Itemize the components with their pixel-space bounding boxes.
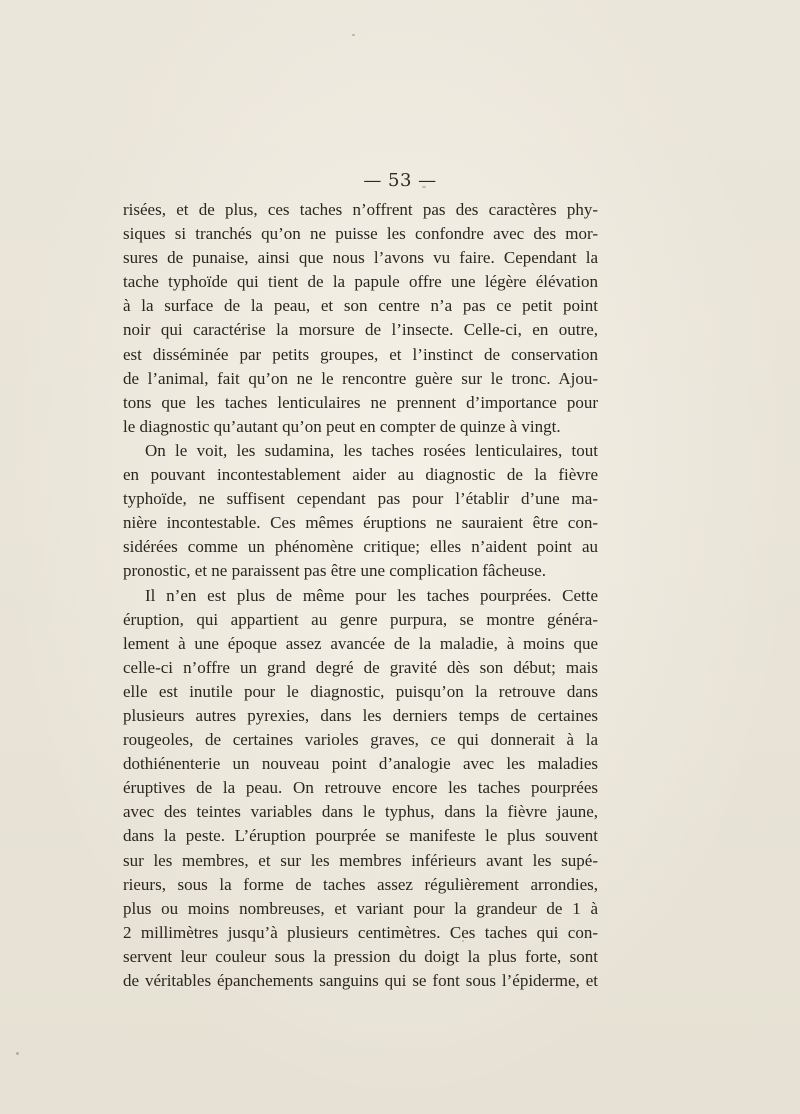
text-line: siques si tranchés qu’on ne puisse les confondre avec des mor- (123, 224, 598, 244)
text-line: éruption, qui appartient au genre purpura, se montre généra- (123, 609, 598, 629)
text-line: de véritables épanchements sanguins qui se font sous l’épiderme, et (123, 971, 598, 990)
text-line: nière incontestable. Ces mêmes éruptions ne sauraient être con- (123, 513, 598, 533)
text-line: tache typhoïde qui tient de la papule offre une légère élévation (123, 272, 598, 292)
text-line: plus ou moins nombreuses, et variant pour la grandeur de 1 à (123, 898, 598, 918)
text-line: pronostic, et ne paraissent pas être une complication fâcheuse. (123, 561, 546, 581)
text-line: sidérées comme un phénomène critique; elles n’aident point au (123, 537, 598, 557)
text-line: dans la peste. L’éruption pourprée se manifeste le plus souvent (123, 826, 598, 846)
text-line: avec des teintes variables dans le typhus, dans la fièvre jaune, (123, 802, 598, 822)
text-line: elle est inutile pour le diagnostic, puisqu’on la retrouve dans (123, 681, 598, 701)
text-line: noir qui caractérise la morsure de l’insecte. Celle-ci, en outre, (123, 320, 598, 340)
text-line: servent leur couleur sous la pression du doigt la plus forte, sont (123, 946, 598, 966)
text-line: le diagnostic qu’autant qu’on peut en compter de quinze à vingt. (123, 416, 561, 436)
paper-speck (422, 186, 426, 188)
text-line: à la surface de la peau, et son centre n’a pas ce petit point (123, 296, 598, 316)
paper-speck (16, 1052, 19, 1055)
text-line: plusieurs autres pyrexies, dans les derniers temps de certaines (123, 705, 598, 725)
text-line: celle-ci n’offre un grand degré de gravité dès son début; mais (123, 657, 598, 677)
text-line: sur les membres, et sur les membres inférieurs avant les supé- (123, 850, 598, 870)
text-line: risées, et de plus, ces taches n’offrent pas des caractères phy- (123, 200, 598, 219)
text-line: On le voit, les sudamina, les taches rosées lenticulaires, tout (145, 440, 598, 460)
text-line: dothiénenterie un nouveau point d’analogie avec les maladies (123, 754, 598, 774)
text-line: sures de punaise, ainsi que nous l’avons vu faire. Cependant la (123, 248, 598, 268)
text-line: 2 millimètres jusqu’à plusieurs centimètres. Ces taches qui con- (123, 922, 598, 942)
text-line: rieurs, sous la forme de taches assez régulièrement arrondies, (123, 874, 598, 894)
text-line: éruptives de la peau. On retrouve encore les taches pourprées (123, 778, 598, 798)
body-text (123, 198, 598, 993)
text-line: lement à une époque assez avancée de la maladie, à moins que (123, 633, 598, 653)
text-line: typhoïde, ne suffisent cependant pas pour l’établir d’une ma- (123, 489, 598, 509)
text-line: tons que les taches lenticulaires ne prennent d’importance pour (123, 392, 598, 412)
text-line: en pouvant incontestablement aider au diagnostic de la fièvre (123, 465, 598, 485)
text-line: rougeoles, de certaines varioles graves, ce qui donnerait à la (123, 730, 598, 750)
text-line: Il n’en est plus de même pour les taches pourprées. Cette (145, 585, 598, 605)
paper-speck (352, 34, 355, 36)
text-line: est disséminée par petits groupes, et l’instinct de conservation (123, 344, 598, 364)
page-number: — 53 — (363, 170, 437, 191)
paper-speck (462, 940, 464, 942)
text-line: de l’animal, fait qu’on ne le rencontre guère sur le tronc. Ajou- (123, 368, 598, 388)
